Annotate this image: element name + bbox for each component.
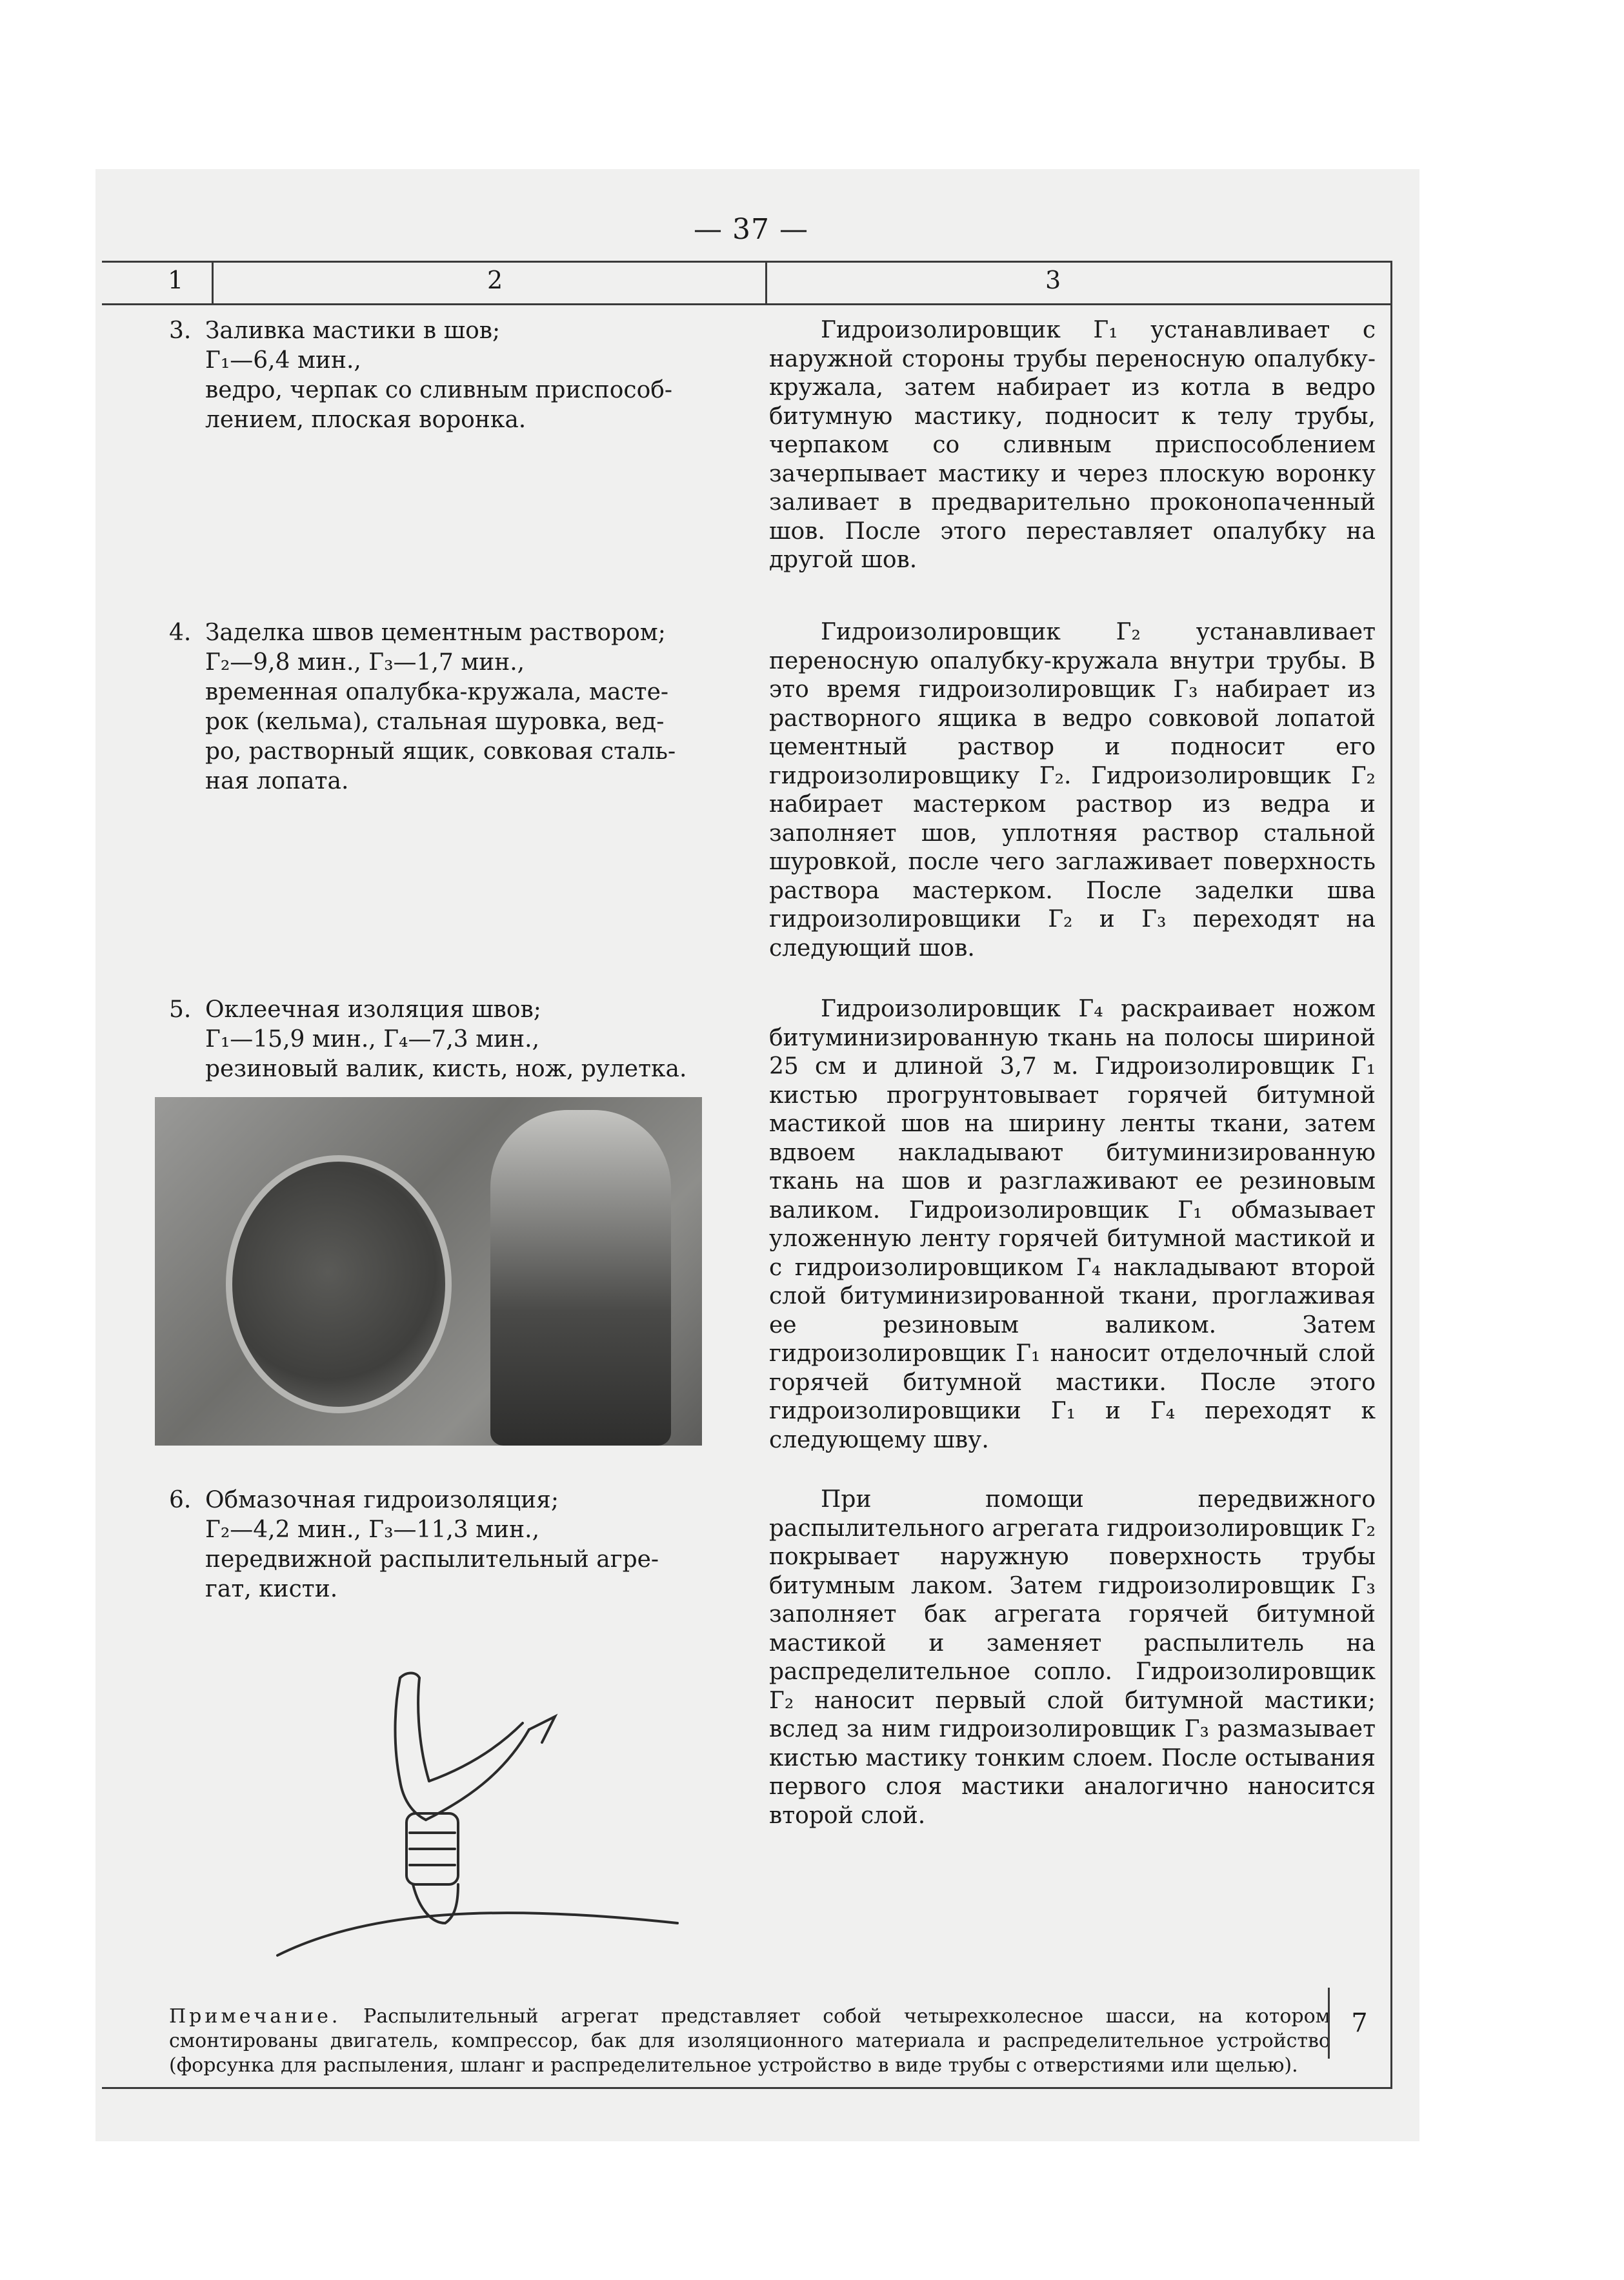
operation-line: рок (кельма), стальная шуровка, вед- <box>205 709 665 735</box>
operation-title: Заливка мастики в шов; <box>205 318 501 344</box>
operation-line: ная лопата. <box>205 768 349 794</box>
description-op-4: Гидроизолировщик Г₂ устанавливает переносную опалубку-кружала внутри трубы. В это время гидроизолировщик Г₃ набирает из растворного ящика в ведро совковой лопатой цементный раствор и подносит его гидроизолировщику Г₂. Гидроизолировщик Г₂ набирает мастерком раствор из ведра и заполняет шов, уплотняя раствор стальной шуровкой, после чего заглаживает поверхность раствора мастерком. После заделки шва гидроизолировщики Г₂ и Г₃ переходят на следующий шов. <box>769 619 1376 962</box>
description-op-6: При помощи передвижного распылительного агрегата гидроизолировщик Г₂ покрывает наружную поверхность трубы битумным лаком. Затем гидроизолировщик Г₃ заполняет бак агрегата горячей битумной мастикой и заменяет распылитель на распределительное сопло. Гидроизолировщик Г₂ наносит первый слой битумной мастики; вслед за ним гидроизолировщик Г₃ размазывает кистью мастику тонким слоем. После остывания первого слоя мастики аналогично наносится второй слой. <box>769 1486 1376 1829</box>
operation-number: 4. <box>169 620 192 646</box>
operation-line: ро, растворный ящик, совковая сталь- <box>205 738 676 765</box>
operation-number: 5. <box>169 996 192 1023</box>
operation-line: Г₁—15,9 мин., Г₄—7,3 мин., <box>205 1026 540 1053</box>
operation-title: Заделка швов цементным раствором; <box>205 620 666 646</box>
pipe-joint-photo <box>155 1097 702 1446</box>
page-number: — 37 — <box>694 213 808 246</box>
operation-title: Оклеечная изоляция швов; <box>205 996 541 1023</box>
operation-line: лением, плоская воронка. <box>205 407 526 433</box>
operation-4 <box>169 618 711 796</box>
column-header-3: 3 <box>1045 266 1061 294</box>
column-divider-1 <box>212 261 214 305</box>
column-divider-2 <box>765 261 767 305</box>
worker-image <box>490 1110 671 1446</box>
table-bottom-rule <box>102 2087 1392 2089</box>
operation-line: гат, кисти. <box>205 1576 338 1602</box>
operation-title: Обмазочная гидроизоляция; <box>205 1487 559 1513</box>
table-header-rule <box>102 303 1392 305</box>
operation-number: 6. <box>169 1487 192 1513</box>
operation-3 <box>169 316 711 435</box>
operation-line: ведро, черпак со сливным приспособ- <box>205 377 673 403</box>
description-op-5: Гидроизолировщик Г₄ раскраивает ножом битуминизированную ткань на полосы шириной 25 см и длиной 3,7 м. Гидроизолировщик Г₁ кистью прогрунтовывает горячей битумной мастикой шов на ширину ленты ткани, затем вдвоем накладывают битуминизированную ткань на шов и разглаживают ее резиновым валиком. Гидроизолировщик Г₁ обмазывает уложенную ленту горячей битумной мастикой и с гидроизолировщиком Г₄ накладывают второй слой битуминизированной ткани, проглаживая ее резиновым валиком. Затем гидроизолировщик Г₁ наносит отделочный слой горячей битумной мастики. После этого гидроизолировщики Г₁ и Г₄ переходят к следующему шву. <box>769 996 1376 1453</box>
table-right-border <box>1390 261 1392 2087</box>
operation-6 <box>169 1486 711 1604</box>
operation-line: Г₁—6,4 мин., <box>205 347 361 374</box>
operation-line: временная опалубка-кружала, масте- <box>205 679 669 705</box>
operation-line: Г₂—4,2 мин., Г₃—11,3 мин., <box>205 1517 540 1543</box>
operation-number: 3. <box>169 318 192 344</box>
pipe-end-image <box>226 1155 452 1413</box>
section-tab-number: 7 <box>1328 1988 1389 2059</box>
footnote <box>169 2004 1330 2078</box>
footnote-label: Примечание. <box>169 2005 341 2028</box>
brush-sketch-illustration <box>271 1652 684 1962</box>
operation-line: передвижной распылительный агре- <box>205 1546 659 1573</box>
description-op-3: Гидроизолировщик Г₁ устанавливает с наружной стороны трубы переносную опалубку-кружала, затем набирает из котла в ведро битумную мастику, подносит к телу трубы, черпаком со сливным приспособлением зачерпывает мастику и через плоскую воронку заливает в предварительно проконопаченный шов. После этого переставляет опалубку на другой шов. <box>769 317 1376 573</box>
table-top-rule <box>102 261 1392 263</box>
column-header-1: 1 <box>168 266 184 294</box>
operation-line: Г₂—9,8 мин., Г₃—1,7 мин., <box>205 649 525 676</box>
operation-line: резиновый валик, кисть, нож, рулетка. <box>205 1056 687 1082</box>
footnote-text: Распылительный агрегат представляет собой четырехколесное шасси, на котором смонтированы двигатель, компрессор, бак для изоляционного материала и распределительное устройство (форсунка для распыления, шланг и распределительное устройство в виде трубы с отверстиями или щелью). <box>169 2005 1330 2077</box>
column-header-2: 2 <box>487 266 503 294</box>
operation-5 <box>169 995 711 1084</box>
